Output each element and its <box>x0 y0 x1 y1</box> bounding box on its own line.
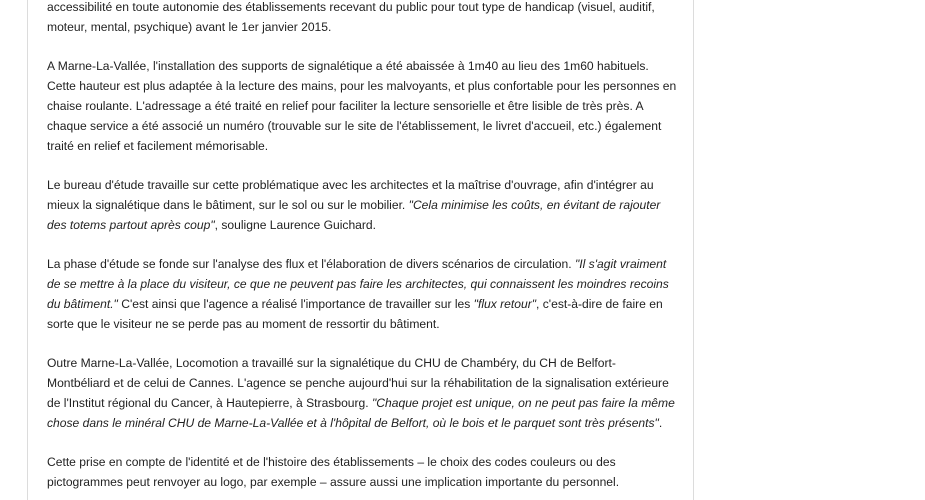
paragraph-5-text-b: . <box>658 415 663 430</box>
paragraph-4-quote-2: "flux retour" <box>473 296 537 311</box>
paragraph-4-text-b: C'est ainsi que l'agence a réalisé l'importance de travailler sur les <box>117 296 474 311</box>
paragraph-1 <box>47 0 677 38</box>
paragraph-4-text-c: , c'est-à-dire de faire en sorte que le visiteur ne se perde pas au moment de ressortir du bâtiment. <box>47 296 663 331</box>
paragraph-6 <box>47 453 677 493</box>
paragraph-6-text: Cette prise en compte de l'identité et de l'histoire des établissements – le choix des codes couleurs ou des pictogrammes peut renvoyer au logo, par exemple – assure aussi une implication importante du personnel. <box>47 455 620 490</box>
paragraph-5-quote: "Chaque projet est unique, on ne peut pas faire la même chose dans le minéral CHU de Marne-La-Vallée et à l'hôpital de Belfort, où le bois et le parquet sont très présents" <box>47 395 675 430</box>
paragraph-5 <box>47 354 677 433</box>
paragraph-2 <box>47 57 677 156</box>
paragraph-3 <box>47 176 677 235</box>
article-body <box>47 0 677 500</box>
paragraph-3-text-b: , souligne Laurence Guichard. <box>214 217 377 232</box>
paragraph-5-text-a: Outre Marne-La-Vallée, Locomotion a travaillé sur la signalétique du CHU de Chambéry, du CH de Belfort-Montbéliard et de celui de Cannes. L'agence se penche aujourd'hui sur la réhabilitation de la signalisation extérieure de l'Institut régional du Cancer, à Hautepierre, à Strasbourg. <box>47 356 669 410</box>
paragraph-4-text-a: La phase d'étude se fonde sur l'analyse des flux et l'élaboration de divers scénarios de circulation. <box>47 257 575 272</box>
paragraph-2-text: A Marne-La-Vallée, l'installation des supports de signalétique a été abaissée à 1m40 au lieu des 1m60 habituels. Cette hauteur est plus adaptée à la lecture des mains, pour les malvoyants, et plus confortable pour les personnes en chaise roulante. L'adressage a été traité en relief pour faciliter la lecture sensorielle et être lisible de très près. A chaque service a été associé un numéro (trouvable sur le site de l'établissement, le livret d'accueil, etc.) également traité en relief et facilement mémorisable. <box>47 59 677 153</box>
paragraph-1-text: accessibilité en toute autonomie des établissements recevant du public pour tout type de handicap (visuel, auditif, moteur, mental, psychique) avant le 1er janvier 2015. <box>47 0 655 34</box>
paragraph-4-quote: "Il s'agit vraiment de se mettre à la place du visiteur, ce que ne peuvent pas faire les architectes, qui connaissent les moindres recoins du bâtiment." <box>47 257 669 311</box>
paragraph-3-quote: "Cela minimise les coûts, en évitant de rajouter des totems partout après coup" <box>47 197 661 232</box>
paragraph-3-text-a: Le bureau d'étude travaille sur cette problématique avec les architectes et la maîtrise d'ouvrage, afin d'intégrer au mieux la signalétique dans le bâtiment, sur le sol ou sur le mobilier. <box>47 178 654 212</box>
paragraph-4 <box>47 255 677 334</box>
